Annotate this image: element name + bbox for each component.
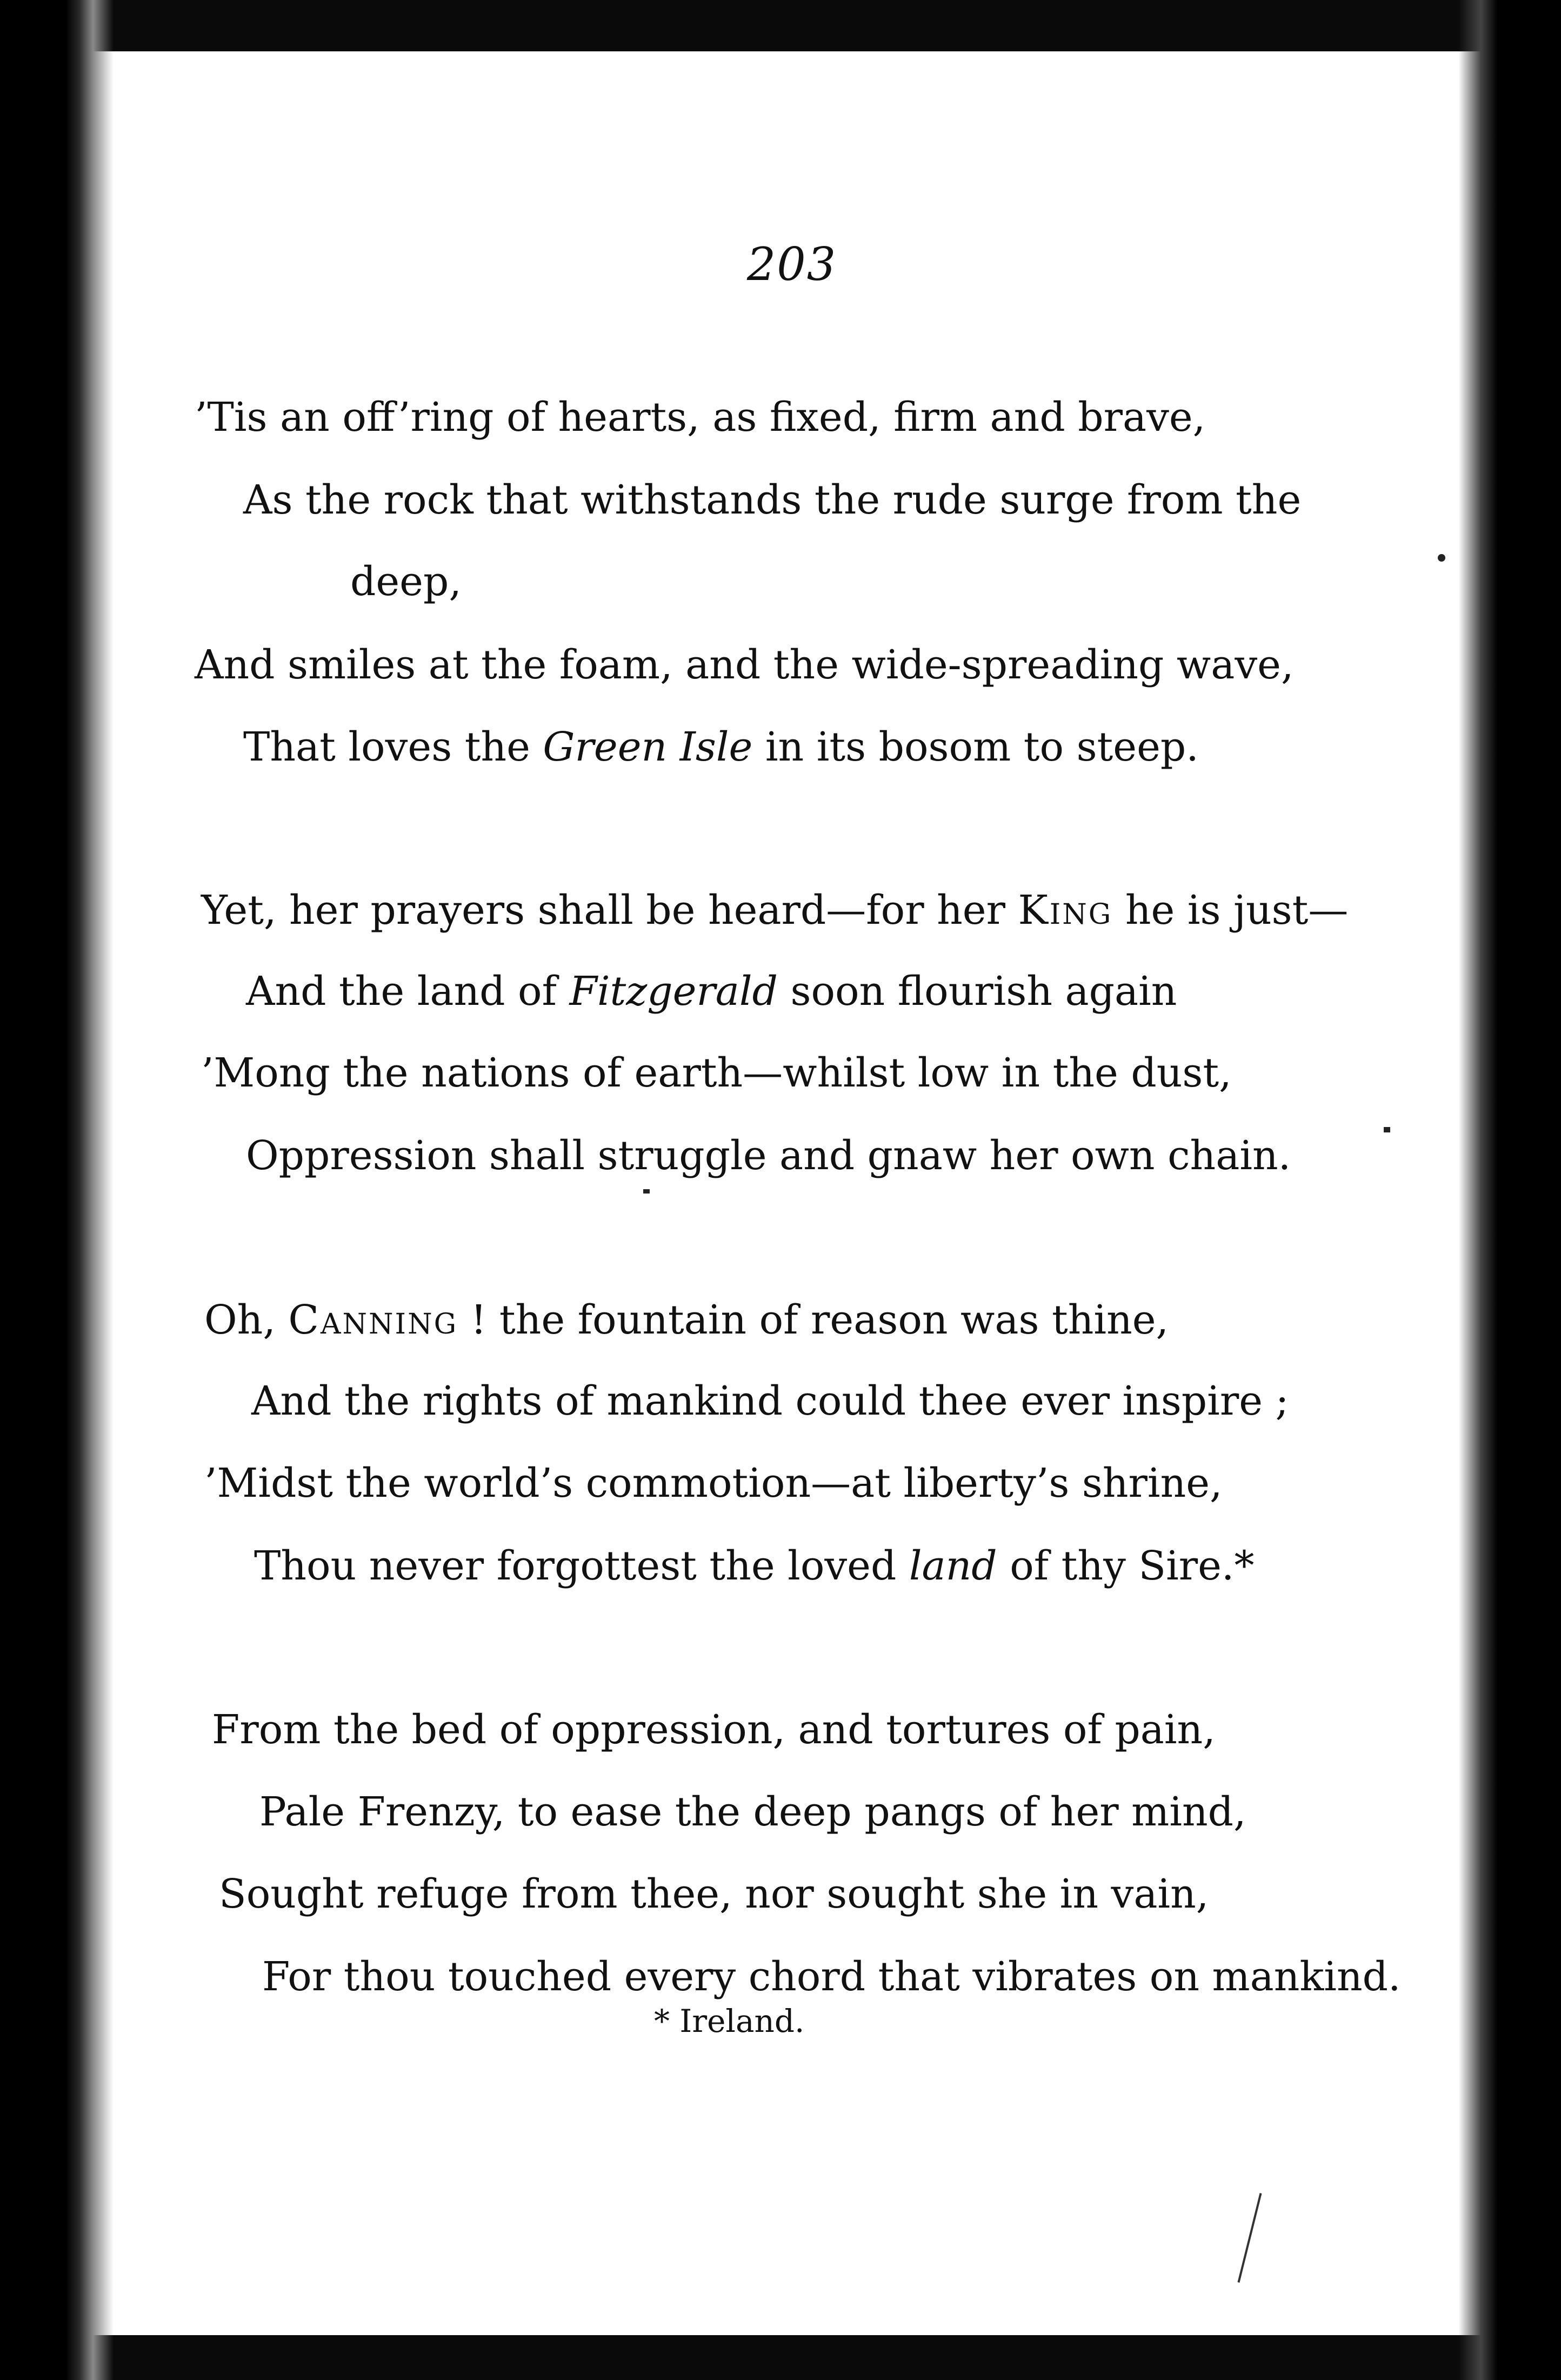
scan-speck — [643, 1189, 650, 1194]
book-page — [86, 51, 1497, 2335]
verse-italic-text: land — [909, 1543, 997, 1589]
verse-line: Sought refuge from thee, nor sought she in vain, — [219, 1871, 1209, 1917]
verse-italic-text: Green Isle — [543, 724, 753, 770]
verse-line: deep, — [350, 558, 462, 605]
verse-smallcaps-text: King — [1018, 887, 1113, 934]
verse-line — [204, 1297, 1169, 1343]
footnote: * Ireland. — [654, 2003, 805, 2039]
scan-speck — [1384, 1127, 1390, 1132]
verse-text: of thy Sire.* — [997, 1543, 1255, 1589]
scan-speck — [1438, 554, 1445, 562]
verse-line: For thou touched every chord that vibrates on mankind. — [262, 1954, 1401, 2000]
pen-mark — [1237, 2193, 1262, 2283]
verse-text: Yet, her prayers shall be heard—for her — [201, 887, 1018, 934]
verse-text: in its bosom to steep. — [752, 724, 1199, 770]
verse-line: And smiles at the foam, and the wide-spreading wave, — [195, 642, 1294, 688]
verse-line: ’Tis an off’ring of hearts, as fixed, firm and brave, — [195, 394, 1206, 441]
verse-text: soon flourish again — [777, 968, 1177, 1015]
verse-text: Oh, — [204, 1297, 289, 1343]
verse-smallcaps-text: Canning — [288, 1297, 458, 1343]
verse-text: That loves the — [243, 724, 543, 770]
verse-line: As the rock that withstands the rude surge from the — [243, 477, 1302, 523]
verse-line — [254, 1543, 1255, 1589]
page-edge-shadow — [1458, 0, 1561, 2380]
verse-line: Pale Frenzy, to ease the deep pangs of her mind, — [259, 1789, 1246, 1835]
verse-line: ’Mong the nations of earth—whilst low in the dust, — [201, 1050, 1232, 1096]
verse-text: he is just— — [1112, 887, 1349, 934]
verse-line: Oppression shall struggle and gnaw her own chain. — [246, 1132, 1291, 1179]
page-number: 203 — [746, 238, 837, 291]
verse-line: From the bed of oppression, and tortures of pain, — [212, 1706, 1216, 1753]
verse-line — [201, 887, 1349, 934]
binding-shadow — [0, 0, 114, 2380]
verse-line — [243, 724, 1199, 770]
verse-line — [246, 968, 1177, 1015]
verse-text: ! the fountain of reason was thine, — [458, 1297, 1169, 1343]
verse-text: And the land of — [246, 968, 570, 1015]
verse-italic-text: Fitzgerald — [569, 968, 778, 1015]
verse-line: And the rights of mankind could thee ever inspire ; — [251, 1378, 1289, 1424]
verse-line: ’Midst the world’s commotion—at liberty’s shrine, — [204, 1460, 1223, 1506]
verse-text: Thou never forgottest the loved — [254, 1543, 909, 1589]
